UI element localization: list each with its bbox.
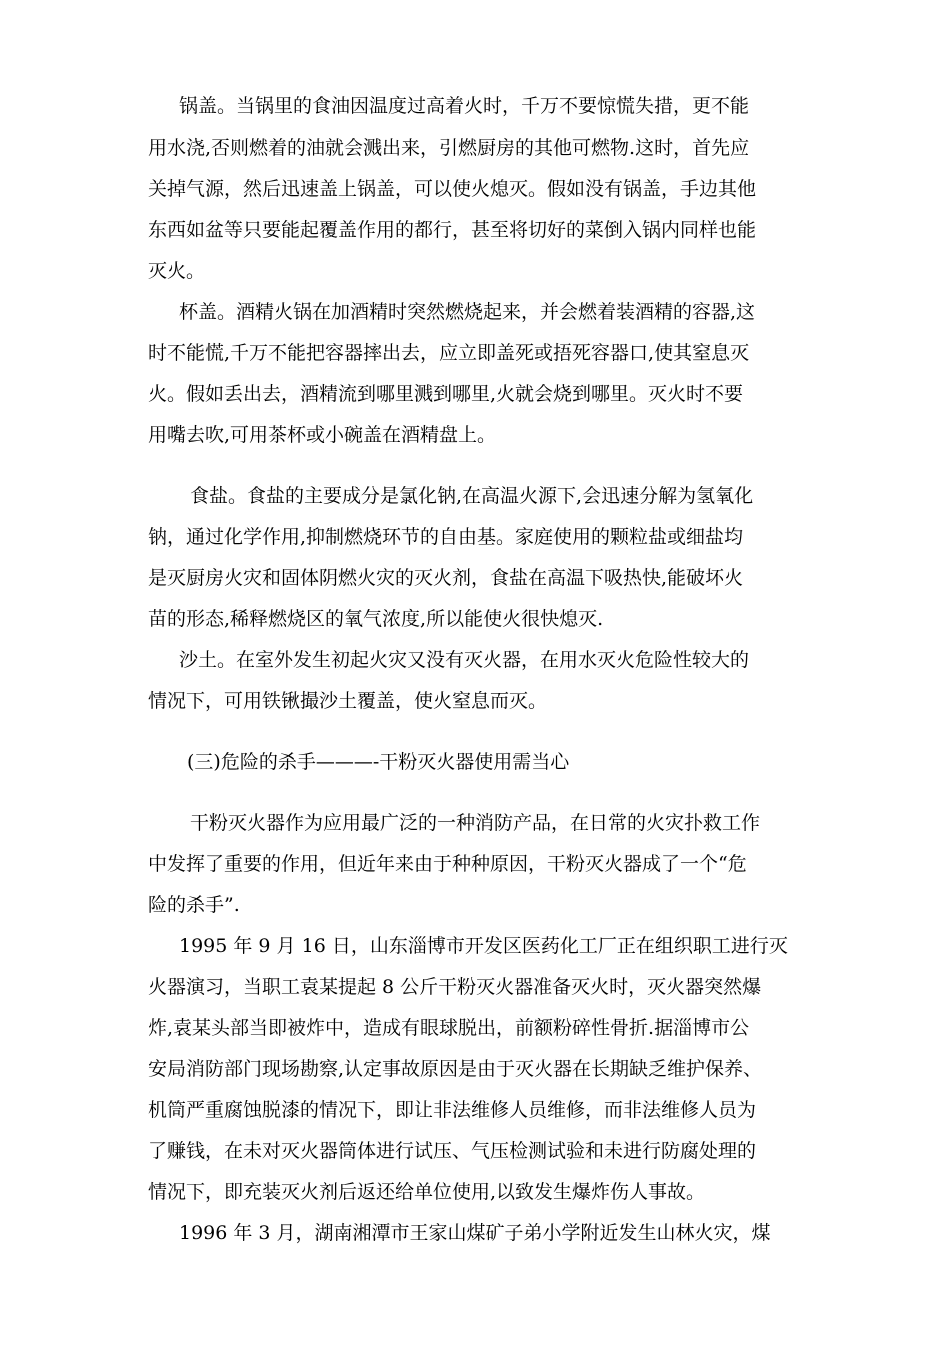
text-line: 情况下，即充装灭火剂后返还给单位使用,以致发生爆炸伤人事故。 [148, 1181, 706, 1203]
text-line: 1996 年 3 月，湖南湘潭市王家山煤矿子弟小学附近发生山林火灾，煤 [179, 1222, 771, 1244]
text-line: 杯盖。酒精火锅在加酒精时突然燃烧起来，并会燃着装酒精的容器,这 [179, 301, 756, 323]
text-line: 用嘴去吹,可用茶杯或小碗盖在酒精盘上。 [148, 424, 497, 446]
text-line: 险的杀手”. [148, 894, 240, 916]
text-line: 炸,袁某头部当即被炸中，造成有眼球脱出，前额粉碎性骨折.据淄博市公 [148, 1017, 750, 1039]
text-line: 时不能慌,千万不能把容器摔出去，应立即盖死或捂死容器口,使其窒息灭 [148, 342, 750, 364]
text-line: 中发挥了重要的作用，但近年来由于种种原因，干粉灭火器成了一个“危 [148, 853, 747, 875]
text-line: 东西如盆等只要能起覆盖作用的都行，甚至将切好的菜倒入锅内同样也能 [148, 219, 757, 241]
text-line: 钠，通过化学作用,抑制燃烧环节的自由基。家庭使用的颗粒盐或细盐均 [148, 526, 744, 548]
text-line: 情况下，可用铁锹撮沙土覆盖，使火窒息而灭。 [148, 690, 548, 712]
text-line: 沙土。在室外发生初起火灾又没有灭火器，在用水灭火危险性较大的 [179, 649, 750, 671]
text-line: 干粉灭火器作为应用最广泛的一种消防产品，在日常的火灾扑救工作 [190, 812, 761, 834]
text-line: 火。假如丢出去，酒精流到哪里溅到哪里,火就会烧到哪里。灭火时不要 [148, 383, 744, 405]
text-line: 了赚钱，在未对灭火器筒体进行试压、气压检测试验和未进行防腐处理的 [148, 1140, 757, 1162]
text-line: 锅盖。当锅里的食油因温度过高着火时，千万不要惊慌失措，更不能 [179, 95, 750, 117]
text-line: 安局消防部门现场勘察,认定事故原因是由于灭火器在长期缺乏维护保养、 [148, 1058, 763, 1080]
text-line: 关掉气源，然后迅速盖上锅盖，可以使火熄灭。假如没有锅盖，手边其他 [148, 178, 757, 200]
text-line: 苗的形态,稀释燃烧区的氧气浓度,所以能使火很快熄灭. [148, 608, 604, 630]
text-line: 机筒严重腐蚀脱漆的情况下，即让非法维修人员维修，而非法维修人员为 [148, 1099, 757, 1121]
text-line: 是灭厨房火灾和固体阴燃火灾的灭火剂，食盐在高温下吸热快,能破坏火 [148, 567, 744, 589]
text-line: 用水浇,否则燃着的油就会溅出来，引燃厨房的其他可燃物.这时，首先应 [148, 137, 750, 159]
text-line: 食盐。食盐的主要成分是氯化钠,在高温火源下,会迅速分解为氢氧化 [190, 485, 754, 507]
heading-line: (三)危险的杀手———-干粉灭火器使用需当心 [187, 751, 570, 773]
text-line: 火器演习，当职工袁某提起 8 公斤干粉灭火器准备灭火时，灭火器突然爆 [148, 976, 762, 998]
text-line: 灭火。 [148, 260, 206, 282]
text-line: 1995 年 9 月 16 日，山东淄博市开发区医药化工厂正在组织职工进行灭 [179, 935, 788, 957]
